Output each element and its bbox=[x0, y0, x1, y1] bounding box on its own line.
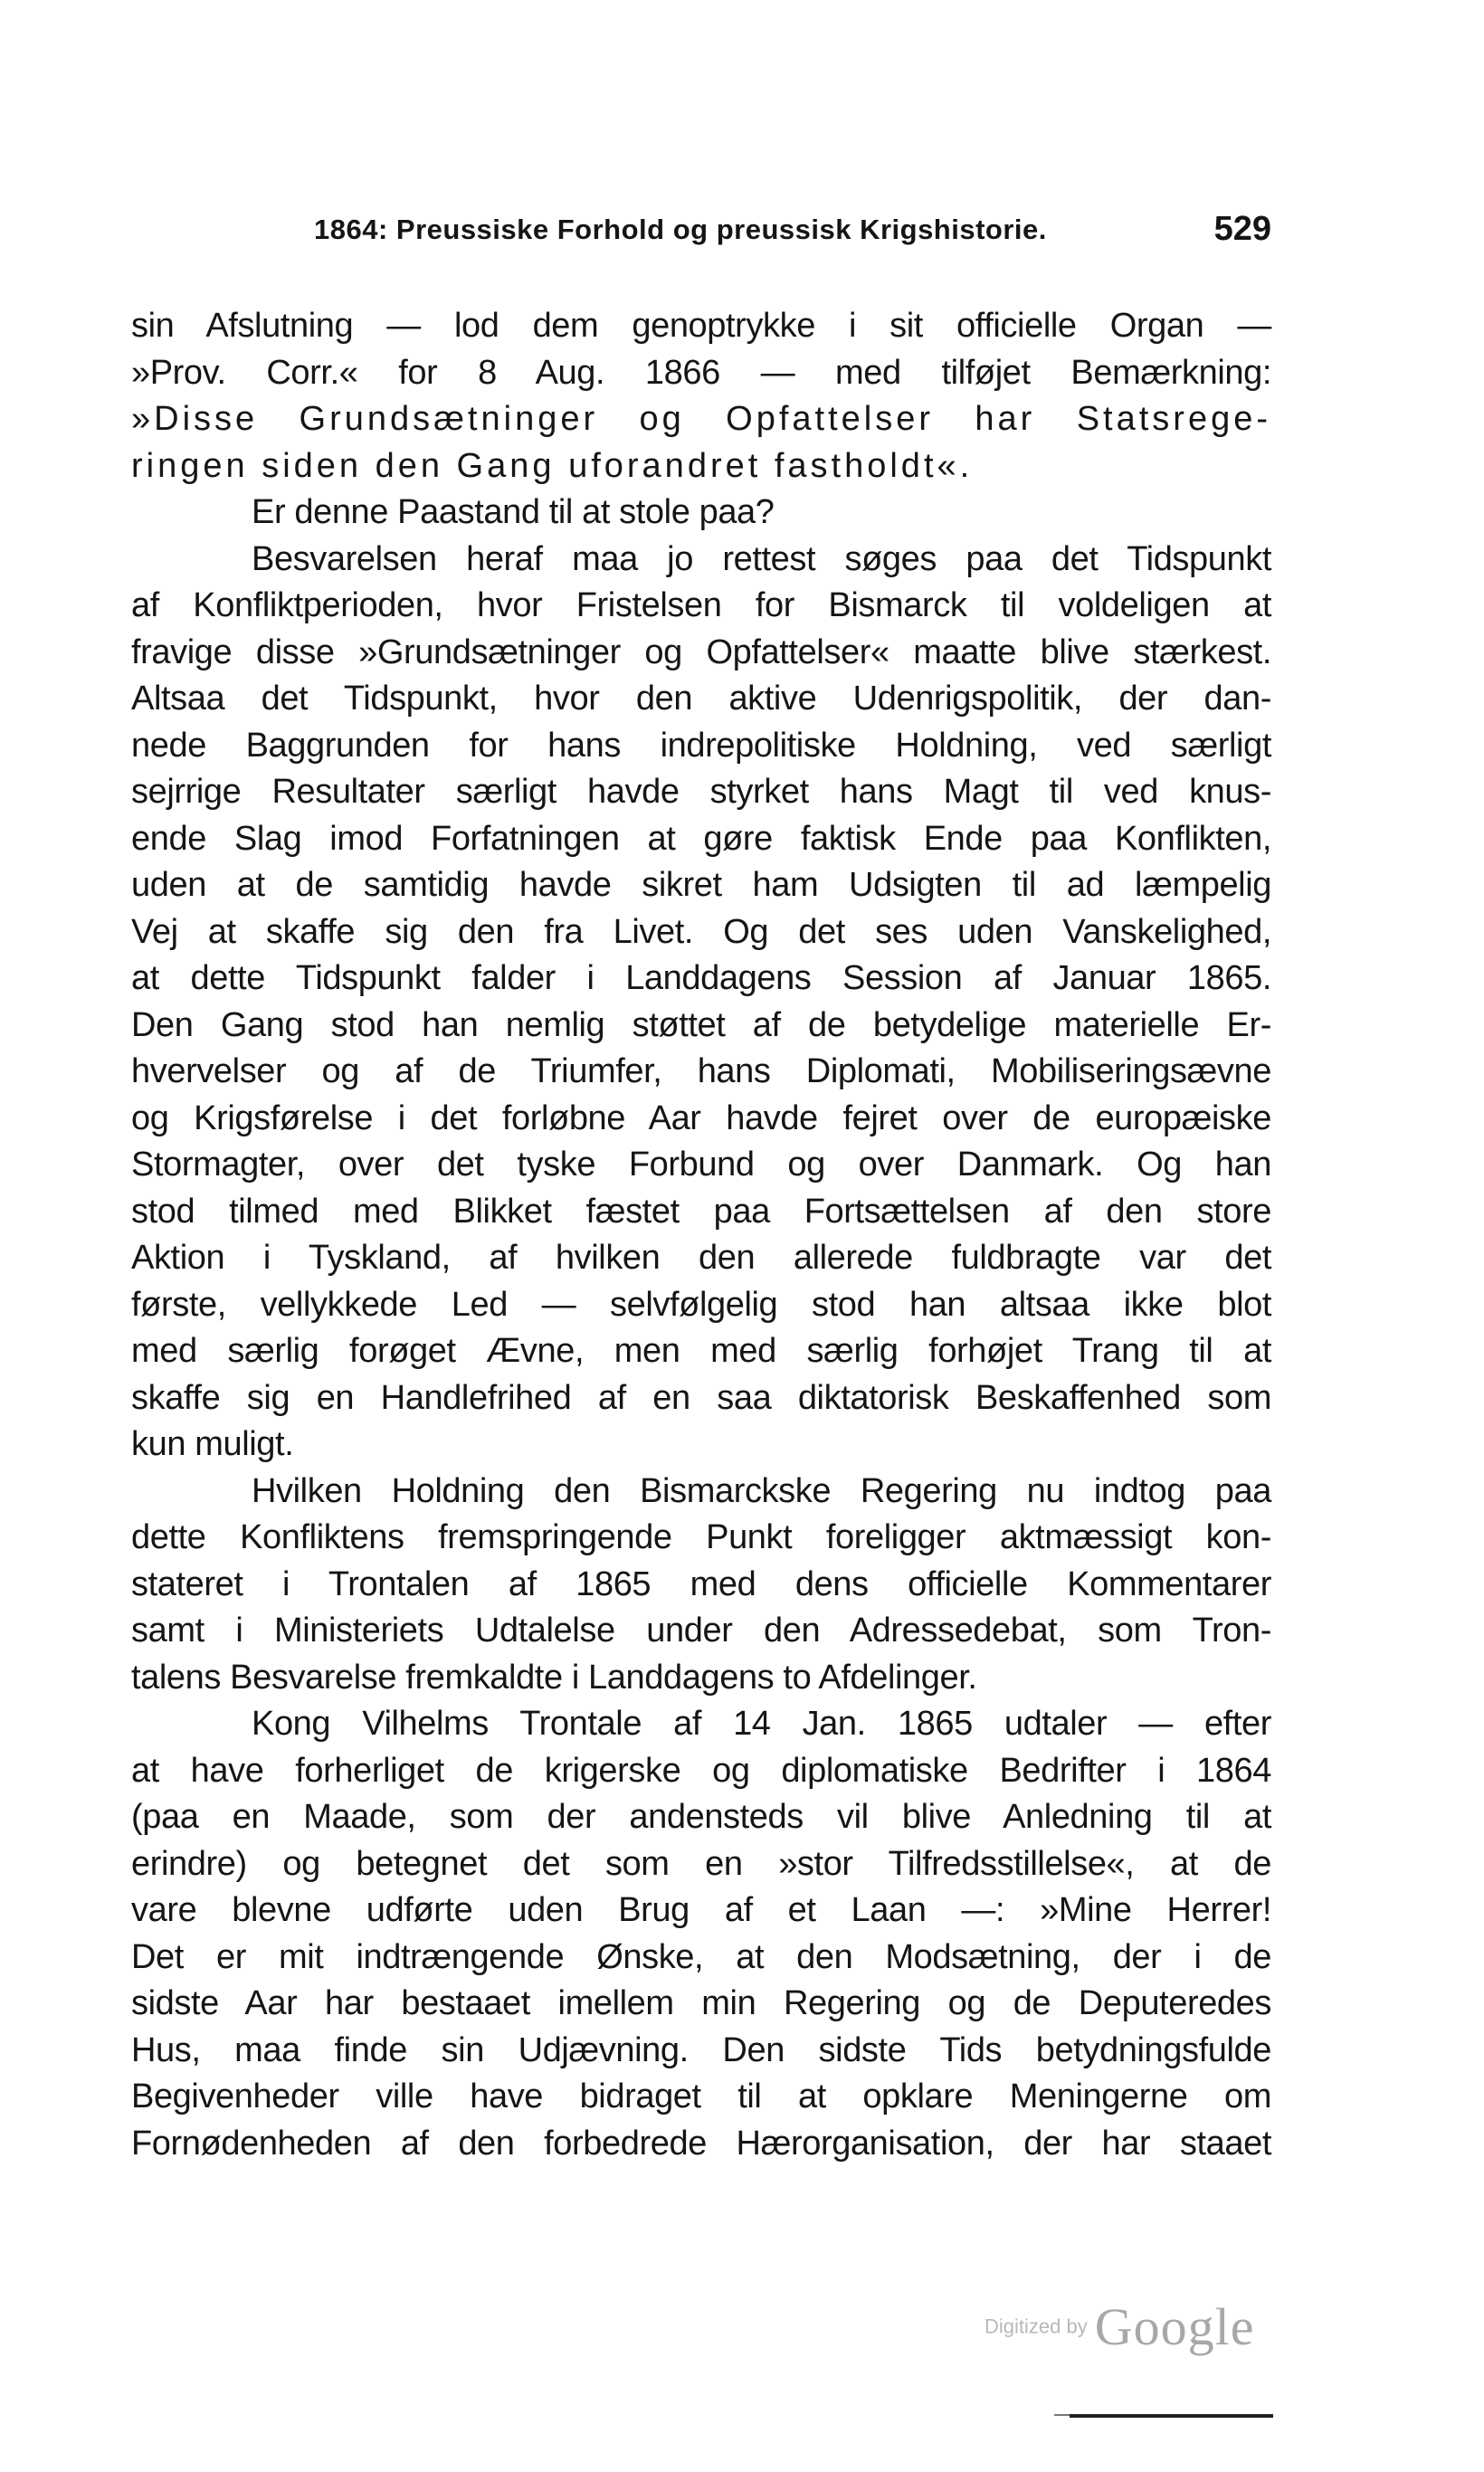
digitized-by-google-watermark bbox=[985, 2296, 1254, 2357]
text-line: Vej at skaffe sig den fra Livet. Og det ses uden Vanskelighed, bbox=[131, 912, 1271, 951]
page-header bbox=[131, 210, 1271, 268]
text-line: Stormagter, over det tyske Forbund og over Danmark. Og han bbox=[131, 1146, 1271, 1184]
text-line: uden at de samtidig havde sikret ham Udsigten til ad læmpelig bbox=[131, 866, 1271, 904]
text-line: »Prov. Corr.« for 8 Aug. 1866 — med tilføjet Bemærkning: bbox=[131, 353, 1271, 392]
text-line: Aktion i Tyskland, af hvilken den allerede fuldbragte var det bbox=[131, 1239, 1271, 1277]
text-line: stateret i Trontalen af 1865 med dens officielle Kommentarer bbox=[131, 1564, 1271, 1603]
text-line: vare blevne udførte uden Brug af et Laan —: »Mine Herrer! bbox=[131, 1891, 1271, 1929]
scan-artifact-rule bbox=[1070, 2414, 1273, 2418]
text-line: at dette Tidspunkt falder i Landdagens Session af Januar 1865. bbox=[131, 959, 1271, 997]
text-line: ende Slag imod Forfatningen at gøre faktisk Ende paa Konflikten, bbox=[131, 819, 1271, 858]
scan-artifact-rule-light bbox=[1054, 2414, 1070, 2416]
text-line: dette Konfliktens fremspringende Punkt foreligger aktmæssigt kon- bbox=[131, 1518, 1271, 1556]
text-line: Det er mit indtrængende Ønske, at den Modsætning, der i de bbox=[131, 1937, 1271, 1976]
page-number: 529 bbox=[1213, 210, 1271, 248]
google-logo: Google bbox=[1094, 2297, 1255, 2356]
body-text bbox=[131, 303, 1271, 2167]
text-line: sidste Aar har bestaaet imellem min Regering og de Deputeredes bbox=[131, 1984, 1271, 2022]
text-line: at have forherliget de krigerske og diplomatiske Bedrifter i 1864 bbox=[131, 1751, 1271, 1790]
text-line: samt i Ministeriets Udtalelse under den Adressedebat, som Tron- bbox=[131, 1612, 1271, 1650]
text-line: (paa en Maade, som der andensteds vil blive Anledning til at bbox=[131, 1798, 1271, 1836]
running-head: 1864: Preussiske Forhold og preussisk Krigshistorie. bbox=[314, 214, 1047, 245]
text-line: hvervelser og af de Triumfer, hans Diplomati, Mobiliseringsævne bbox=[131, 1052, 1271, 1090]
text-line: talens Besvarelse fremkaldte i Landdagens to Afdelinger. bbox=[131, 1658, 977, 1697]
text-line: erindre) og betegnet det som en »stor Tilfredsstillelse«, at de bbox=[131, 1844, 1271, 1883]
text-line: Fornødenheden af den forbedrede Hærorganisation, der har staaet bbox=[131, 2124, 1271, 2163]
text-line: skaffe sig en Handlefrihed af en saa diktatorisk Beskaffenhed som bbox=[131, 1378, 1271, 1417]
text-line: Den Gang stod han nemlig støttet af de betydelige materielle Er- bbox=[131, 1005, 1271, 1044]
text-line: Hvilken Holdning den Bismarckske Regering nu indtog paa bbox=[252, 1471, 1271, 1510]
text-line: nede Baggrunden for hans indrepolitiske Holdning, ved særligt bbox=[131, 726, 1271, 765]
text-line: ringen siden den Gang uforandret fastholdt«. bbox=[131, 446, 974, 485]
text-line: kun muligt. bbox=[131, 1425, 294, 1463]
digitized-by-label: Digitized by bbox=[985, 2315, 1088, 2338]
text-line: Er denne Paastand til at stole paa? bbox=[252, 493, 775, 531]
text-line: første, vellykkede Led — selvfølgelig stod han altsaa ikke blot bbox=[131, 1285, 1271, 1324]
text-line: med særlig forøget Ævne, men med særlig forhøjet Trang til at bbox=[131, 1332, 1271, 1370]
text-line: af Konfliktperioden, hvor Fristelsen for Bismarck til voldeligen at bbox=[131, 586, 1271, 624]
text-line: og Krigsførelse i det forløbne Aar havde fejret over de europæiske bbox=[131, 1098, 1271, 1137]
text-line: Besvarelsen heraf maa jo rettest søges paa det Tidspunkt bbox=[252, 539, 1271, 578]
text-line: stod tilmed med Blikket fæstet paa Fortsættelsen af den store bbox=[131, 1192, 1271, 1231]
text-line: Kong Vilhelms Trontale af 14 Jan. 1865 udtaler — efter bbox=[252, 1705, 1271, 1743]
text-line: sejrrige Resultater særligt havde styrket hans Magt til ved knus- bbox=[131, 773, 1271, 811]
text-line: Begivenheder ville have bidraget til at opklare Meningerne om bbox=[131, 2077, 1271, 2115]
text-line: »Disse Grundsætninger og Opfattelser har Statsrege- bbox=[131, 400, 1271, 438]
text-line: Hus, maa finde sin Udjævning. Den sidste Tids betydningsfulde bbox=[131, 2030, 1271, 2069]
text-line: fravige disse »Grundsætninger og Opfattelser« maatte blive stærkest. bbox=[131, 632, 1271, 671]
text-line: Altsaa det Tidspunkt, hvor den aktive Udenrigspolitik, der dan- bbox=[131, 680, 1271, 718]
text-line: sin Afslutning — lod dem genoptrykke i sit officielle Organ — bbox=[131, 307, 1271, 345]
